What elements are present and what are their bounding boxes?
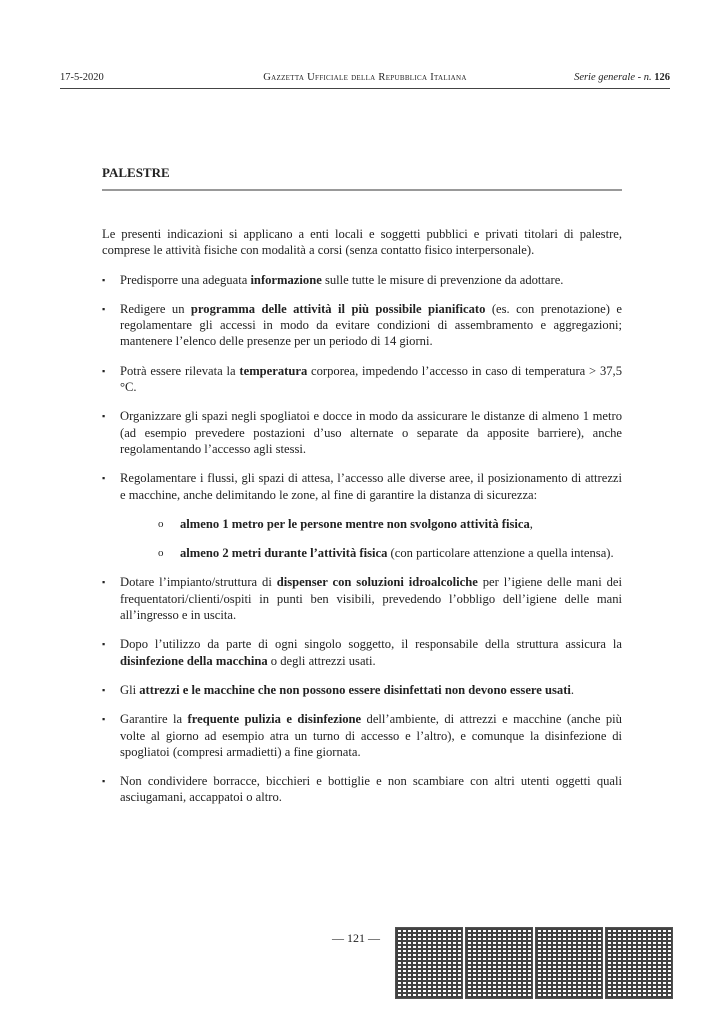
header-publication: Gazzetta Ufficiale della Repubblica Italiana — [263, 72, 467, 83]
bullet-marker: ▪ — [102, 411, 106, 422]
sub-bullet-marker: o — [158, 547, 164, 560]
bullet-item: ▪ Dopo l’utilizzo da parte di ogni singolo soggetto, il responsabile della struttura assicura la disinfezione della macchina o degli attrezzi usati. — [102, 637, 622, 668]
bullet-item: ▪ Potrà essere rilevata la temperatura corporea, impedendo l’accesso in caso di temperatura > 37,5 °C. — [102, 363, 622, 395]
barcode-image — [535, 927, 603, 999]
barcode-image — [465, 927, 533, 999]
bullet-item: ▪ Non condividere borracce, bicchieri e bottiglie e non scambiare con altri utenti oggetti quali asciugamani, accappatoi o altro. — [102, 774, 622, 805]
bullet-marker: ▪ — [102, 365, 106, 376]
sub-bullet-marker: o — [158, 517, 164, 530]
bullet-marker: ▪ — [102, 303, 106, 314]
bullet-marker: ▪ — [102, 776, 106, 787]
title-underline — [102, 189, 622, 191]
page-number: — 121 — — [332, 931, 380, 945]
bullet-item: ▪ Organizzare gli spazi negli spogliatoi e docce in modo da assicurare le distanze di almeno 1 metro (ad esempio prevedere postazioni d’uso alternate o separate da apposite barriere), anche regolamentando l’accesso agli stessi. — [102, 409, 622, 456]
bullet-marker: ▪ — [102, 684, 106, 695]
document-body — [102, 226, 622, 819]
header-date: 17-5-2020 — [60, 72, 104, 83]
page-header — [60, 72, 670, 86]
header-rule — [60, 88, 670, 89]
sub-bullet-item: o almeno 1 metro per le persone mentre non svolgono attività fisica, — [158, 516, 533, 531]
bullet-marker: ▪ — [102, 577, 106, 588]
bullet-item: ▪ Redigere un programma delle attività il più possibile pianificato (es. con prenotazione) e regolamentare gli accessi in modo da evitare condizioni di assembramento e aggregazioni; mantenere l’elenco delle presenze per un periodo di 14 giorni. — [102, 301, 622, 349]
barcode-image — [605, 927, 673, 999]
bullet-marker: ▪ — [102, 274, 106, 285]
bullet-marker: ▪ — [102, 473, 106, 484]
bullet-item: ▪ Regolamentare i flussi, gli spazi di attesa, l’accesso alle diverse aree, il posizionamento di attrezzi e macchine, anche delimitando le zone, al fine di garantire la distanza di sicurezza: — [102, 471, 622, 502]
bullet-item: ▪ Garantire la frequente pulizia e disinfezione dell’ambiente, di attrezzi e macchine (anche più volte al giorno ad esempio atra un turno di accesso e l’altro), e comunque la disinfezione di spogliatoi (compresi armadietti) a fine giornata. — [102, 712, 622, 759]
sub-bullet-item: o almeno 2 metri durante l’attività fisica (con particolare attenzione a quella intensa). — [158, 546, 614, 561]
intro-paragraph: Le presenti indicazioni si applicano a enti locali e soggetti pubblici e privati titolari di palestre, comprese le attività fisiche con modalità a corsi (senza contatto fisico interpersonale). — [102, 227, 622, 258]
barcode-image — [395, 927, 463, 999]
bullet-item: ▪ Gli attrezzi e le macchine che non possono essere disinfettati non devono essere usati. — [102, 682, 575, 697]
bullet-marker: ▪ — [102, 714, 106, 725]
header-series: Serie generale - n. 126 — [574, 72, 670, 83]
section-title: PALESTRE — [102, 165, 170, 180]
bullet-item: ▪ Predisporre una adeguata informazione sulle tutte le misure di prevenzione da adottare. — [102, 272, 564, 287]
bullet-marker: ▪ — [102, 639, 106, 650]
bullet-item: ▪ Dotare l’impianto/struttura di dispenser con soluzioni idroalcoliche per l’igiene delle mani dei frequentatori/clienti/ospiti in punti ben visibili, prevedendo l’obbligo dell’igiene delle mani all’ingresso e in uscita. — [102, 575, 622, 623]
